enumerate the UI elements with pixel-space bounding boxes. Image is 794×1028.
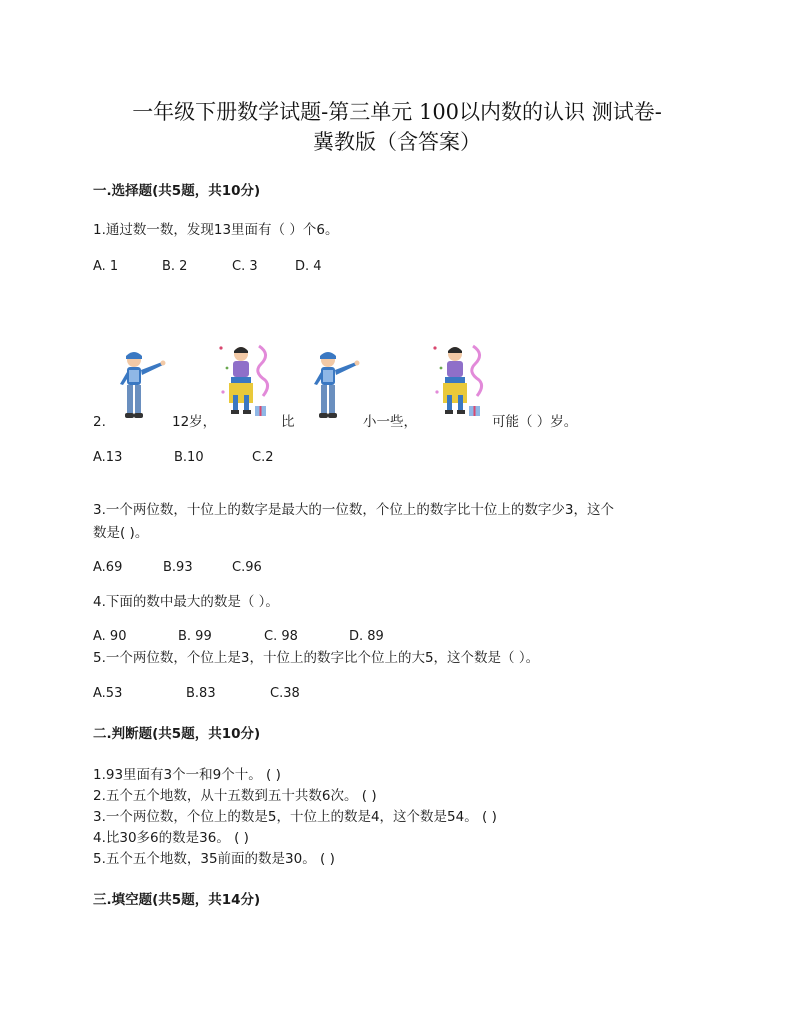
- judge-item-3: 3.一个两位数，个位上的数是5，十位上的数是4，这个数是54。 ( ): [93, 809, 497, 825]
- sitting-boy-with-gift-image-2: [431, 340, 487, 420]
- q3-option-a: A.69: [93, 560, 123, 575]
- q4-stem: 4.下面的数中最大的数是（ ）。: [93, 594, 279, 610]
- judge-item-1: 1.93里面有3个一和9个十。 ( ): [93, 767, 281, 783]
- document-title-line2: 冀教版（含答案）: [313, 130, 481, 154]
- judge-item-2: 2.五个五个地数，从十五数到五十共数6次。 ( ): [93, 788, 377, 804]
- pointing-boy-image-2: [306, 350, 362, 422]
- q4-option-b: B. 99: [178, 629, 212, 644]
- q2-option-a: A.13: [93, 450, 123, 465]
- document-title-line1: 一年级下册数学试题-第三单元 100以内数的认识 测试卷-: [132, 100, 662, 124]
- q2-option-c: C.2: [252, 450, 274, 465]
- q2-text-2: 比: [281, 414, 295, 430]
- q1-option-d: D. 4: [295, 259, 322, 274]
- q4-option-d: D. 89: [349, 629, 384, 644]
- q5-stem: 5.一个两位数，个位上是3，十位上的数字比个位上的大5，这个数是（ ）。: [93, 650, 540, 666]
- q2-number: 2.: [93, 414, 106, 430]
- judge-item-4: 4.比30多6的数是36。 ( ): [93, 830, 249, 846]
- q2-text-4: 可能（ ）岁。: [492, 414, 578, 430]
- q2-option-b: B.10: [174, 450, 204, 465]
- pointing-boy-image-1: [112, 350, 168, 422]
- q3-stem-line2: 数是( )。: [93, 525, 149, 541]
- q1-option-b: B. 2: [162, 259, 188, 274]
- q1-option-a: A. 1: [93, 259, 119, 274]
- q5-option-b: B.83: [186, 686, 216, 701]
- section1-heading: 一.选择题(共5题，共10分): [93, 183, 261, 199]
- judge-item-5: 5.五个五个地数，35前面的数是30。 ( ): [93, 851, 335, 867]
- q2-text-1: 12岁，: [172, 414, 217, 430]
- q4-option-c: C. 98: [264, 629, 298, 644]
- q1-stem: 1.通过数一数，发现13里面有（ ）个6。: [93, 222, 339, 238]
- q3-option-b: B.93: [163, 560, 193, 575]
- q5-option-a: A.53: [93, 686, 123, 701]
- q5-option-c: C.38: [270, 686, 300, 701]
- q2-text-3: 小一些，: [363, 414, 417, 430]
- q1-option-c: C. 3: [232, 259, 258, 274]
- section3-heading: 三.填空题(共5题，共14分): [93, 892, 261, 908]
- q3-option-c: C.96: [232, 560, 262, 575]
- q4-option-a: A. 90: [93, 629, 127, 644]
- sitting-boy-with-gift-image-1: [217, 340, 273, 420]
- section2-heading: 二.判断题(共5题，共10分): [93, 726, 261, 742]
- q3-stem-line1: 3.一个两位数，十位上的数字是最大的一位数，个位上的数字比十位上的数字少3，这个: [93, 502, 614, 518]
